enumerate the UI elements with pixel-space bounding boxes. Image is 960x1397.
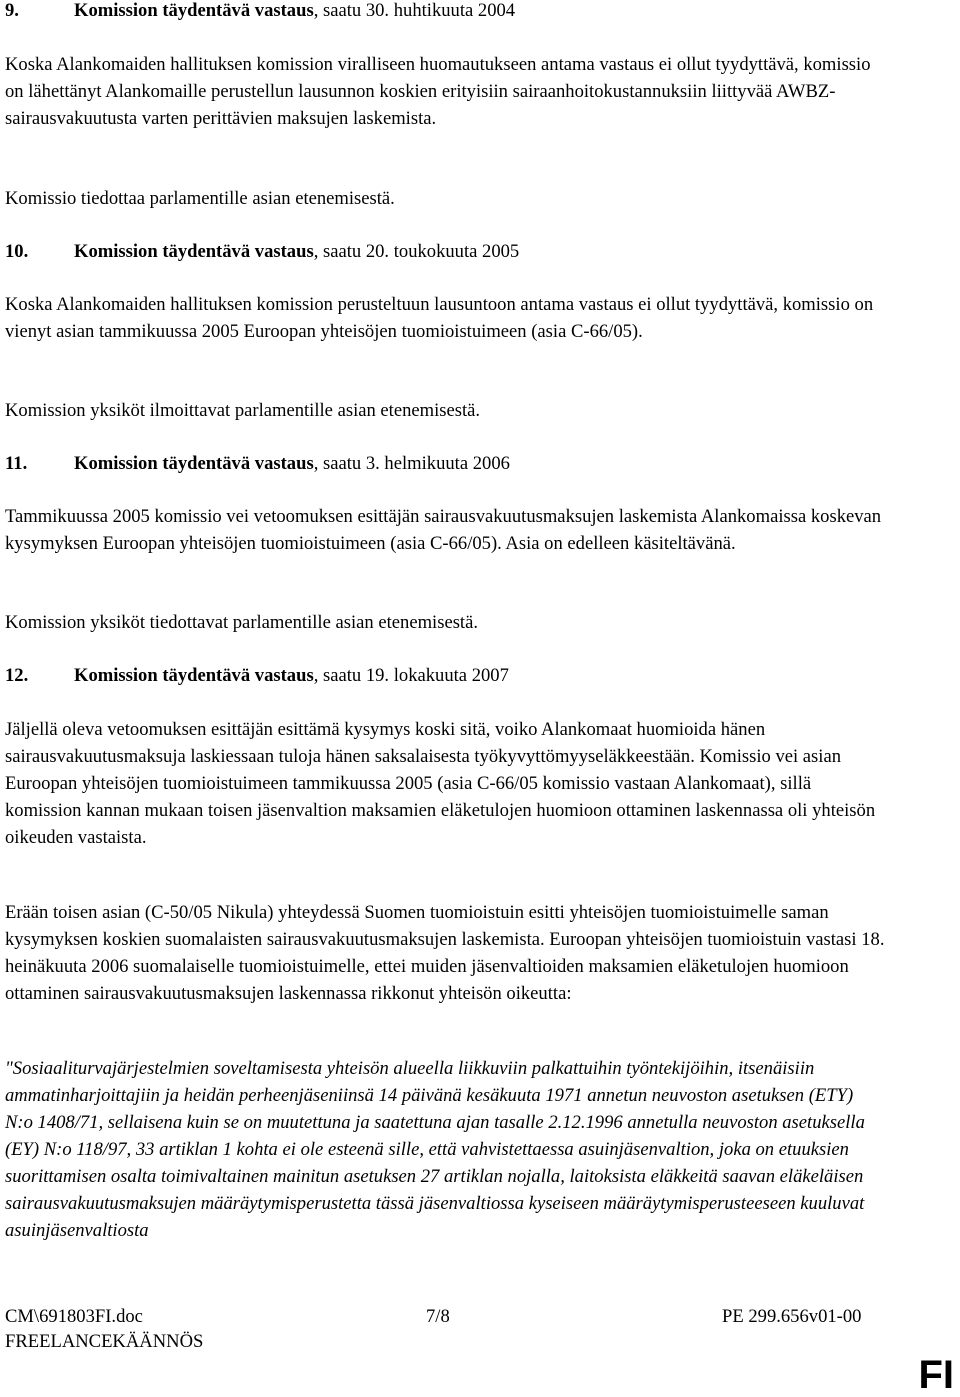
paragraph: Komissio tiedottaa parlamentille asian etenemisestä. [5,188,395,209]
footer-document-ref: PE 299.656v01-00 [722,1306,862,1327]
section-date: , saatu 3. helmikuuta 2006 [313,453,510,474]
paragraph: Koska Alankomaiden hallituksen komission viralliseen huomautukseen antama vastaus ei ollut tyydyttävä, komissio on lähettänyt Alankomaille perustellun lausunnon koskien erityisiin sairaanhoitokustannuksiin liittyvää AWBZ-sairausvakuutusta varten perittävien maksujen laskemista. [5,54,871,129]
section-title: Komission täydentävä vastaus [74,0,314,21]
paragraph: Tammikuussa 2005 komissio vei vetoomuksen esittäjän sairausvakuutusmaksujen laskemista Alankomaissa koskevan kysymyksen Euroopan yhteisöjen tuomioistuimeen (asia C-66/05). Asia on edelleen käsiteltävänä. [5,506,882,554]
section-date: , saatu 19. lokakuuta 2007 [313,665,509,686]
quoted-passage: "Sosiaaliturvajärjestelmien soveltamisesta yhteisön alueella liikkuviin palkattuihin työntekijöihin, itsenäisiin ammatinharjoittajiin ja heidän perheenjäseniinsä 14 päivänä kesäkuuta 1971 annetun neuvoston asetuksen (ETY) N:o 1408/71, sellaisena kuin se on muutettuna ja saatettuna ajan tasalle 2.12.1996 annetulla neuvoston asetuksella (EY) N:o 118/97, 33 artiklan 1 kohta ei ole esteenä sille, että vahvistettaessa asuinjäsenvaltion, joka on etuuksien suorittamisen osalta toimivaltainen mainitun asetuksen 27 artiklan nojalla, laitoksista eläkkeitä saavan eläkeläisen sairausvakuutusmaksujen määräytymisperustetta tässä jäsenvaltiossa kyseiseen määräytymisperusteeseen kuuluvat asuinjäsenvaltiosta [5,1058,865,1241]
paragraph: Koska Alankomaiden hallituksen komission perusteltuun lausuntoon antama vastaus ei ollut tyydyttävä, komissio on vienyt asian tammikuussa 2005 Euroopan yhteisöjen tuomioistuimeen (asia C-66/05). [5,294,874,342]
section-title: Komission täydentävä vastaus [74,241,314,262]
section-heading-11 [5,450,905,477]
footer-file-name: CM\691803FI.doc [5,1306,143,1327]
footer-translator: FREELANCEKÄÄNNÖS [5,1331,204,1352]
paragraph: Erään toisen asian (C-50/05 Nikula) yhteydessä Suomen tuomioistuin esitti yhteisöjen tuomioistuimelle saman kysymyksen koskien suomalaisten sairausvakuutusmaksujen laskemista. Euroopan yhteisöjen tuomioistuin vastasi 18. heinäkuuta 2006 suomalaiselle tuomioistuimelle, ettei muiden jäsenvaltioiden maksamien eläketulojen huomioon ottaminen sairausvakuutusmaksujen laskennassa rikkonut yhteisön oikeutta: [5,902,885,1004]
section-number: 11. [5,453,28,474]
paragraph: Jäljellä oleva vetoomuksen esittäjän esittämä kysymys koski sitä, voiko Alankomaat huomioida hänen sairausvakuutusmaksuja laskiessaan tuloja hänen saksalaisesta työkyvyttömyyseläkkeestään. Komissio vei asian Euroopan yhteisöjen tuomioistuimeen tammikuussa 2005 (asia C-66/05 komissio vastaan Alankomaat), sillä komission kannan mukaan toisen jäsenvaltion maksamien eläketulojen huomioon ottaminen laskennassa oli yhteisön oikeuden vastaista. [5,719,876,848]
section-number: 9. [5,0,19,21]
section-title: Komission täydentävä vastaus [74,665,314,686]
paragraph: Komission yksiköt tiedottavat parlamentille asian etenemisestä. [5,612,478,633]
paragraph: Komission yksiköt ilmoittavat parlamentille asian etenemisestä. [5,400,481,421]
section-heading-10 [5,238,905,265]
section-number: 12. [5,665,29,686]
language-code: FI [918,1353,954,1397]
section-title: Komission täydentävä vastaus [74,453,314,474]
section-date: , saatu 20. toukokuuta 2005 [313,241,520,262]
section-heading-12 [5,662,905,689]
section-number: 10. [5,241,29,262]
section-heading-9 [5,0,905,24]
section-date: , saatu 30. huhtikuuta 2004 [313,0,516,21]
footer-page-number: 7/8 [426,1306,450,1327]
